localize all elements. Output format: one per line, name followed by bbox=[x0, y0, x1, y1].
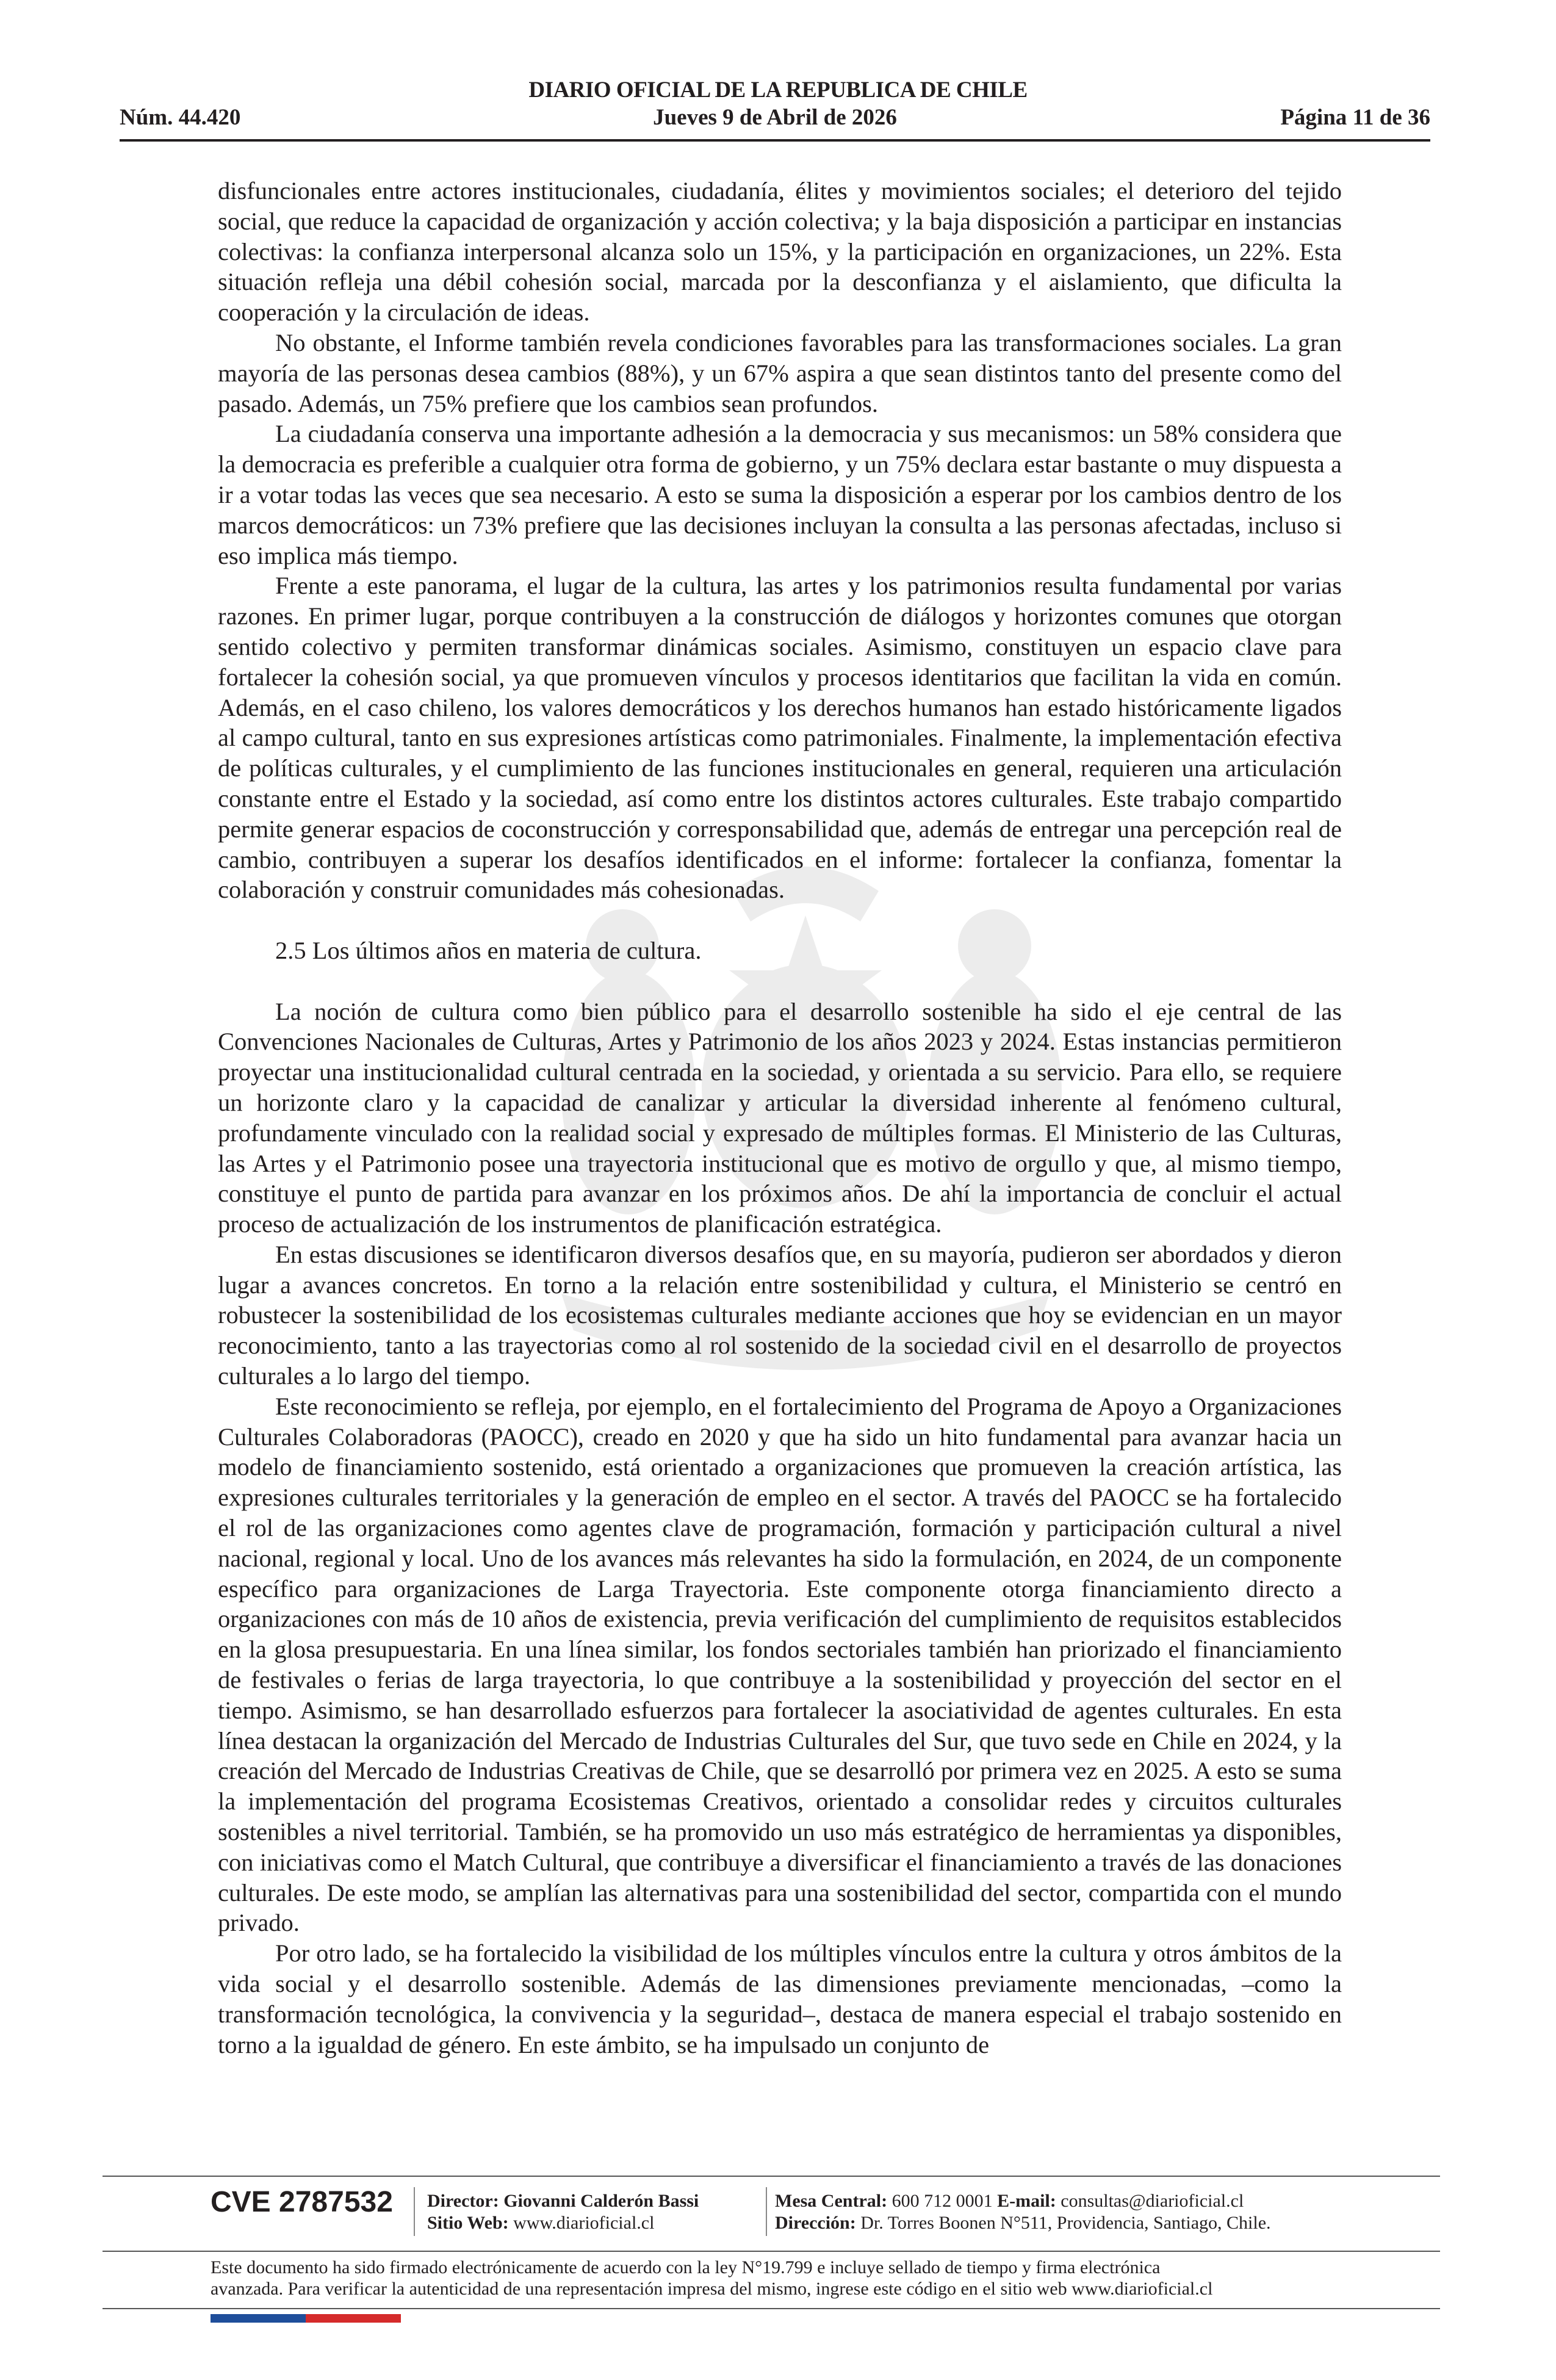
paragraph: En estas discusiones se identificaron diversos desafíos que, en su mayoría, pudieron ser abordados y dieron lugar a avances concretos. En torno a la relación entre sostenibilidad y cultura, el Ministerio se centró en robustecer la sostenibilidad de los ecosistemas culturales mediante acciones que hoy se evidencian en un mayor reconocimiento, tanto a las trayectorias como al rol sostenido de la sociedad civil en el desarrollo de proyectos culturales a lo largo del tiempo. bbox=[218, 1240, 1342, 1390]
spacer bbox=[218, 966, 1342, 997]
paragraph: No obstante, el Informe también revela condiciones favorables para las transformaciones sociales. La gran mayoría de las personas desea cambios (88%), y un 67% aspira a que sean distintos tanto del presente como del pasado. Además, un 75% prefiere que los cambios sean profundos. bbox=[218, 328, 1342, 417]
footer-separator bbox=[766, 2187, 767, 2236]
article-body bbox=[218, 176, 1342, 2060]
mesa-phone: 600 712 0001 bbox=[891, 2191, 993, 2211]
paragraph: Por otro lado, se ha fortalecido la visibilidad de los múltiples vínculos entre la cultura y otros ámbitos de la vida social y el desarrollo sostenible. Además de las dimensiones previamente mencionadas, –como la transformación tecnológica, la convivencia y la seguridad–, destaca de manera especial el trabajo sostenido en torno a la igualdad de género. En este ámbito, se ha impulsado un conjunto de bbox=[218, 1939, 1342, 2058]
site-link[interactable]: www.diarioficial.cl bbox=[513, 2213, 655, 2233]
flag-stripe-blue bbox=[211, 2314, 306, 2323]
email-link[interactable]: consultas@diarioficial.cl bbox=[1061, 2191, 1244, 2211]
page-number: Página 11 de 36 bbox=[1280, 105, 1430, 130]
mesa-label: Mesa Central: bbox=[775, 2191, 888, 2211]
paragraph: disfuncionales entre actores institucionales, ciudadanía, élites y movimientos sociales; el deterioro del tejido social, que reduce la capacidad de organización y acción colectiva; y la baja disposición a participar en instancias colectivas: la confianza interpersonal alcanza solo un 15%, y la participación en organizaciones, un 22%. Esta situación refleja una débil cohesión social, marcada por la desconfianza y el aislamiento, que dificulta la cooperación y la circulación de ideas. bbox=[218, 177, 1342, 326]
paragraph: Este reconocimiento se refleja, por ejemplo, en el fortalecimiento del Programa de Apoyo a Organizaciones Culturales Colaboradoras (PAOCC), creado en 2020 y que ha sido un hito fundamental para avanzar hacia un modelo de financiamiento sostenido, está orientado a organizaciones que promueven la creación artística, las expresiones culturales territoriales y la generación de empleo en el sector. A través del PAOCC se ha fortalecido el rol de las organizaciones como agentes clave de programación, formación y participación cultural a nivel nacional, regional y local. Uno de los avances más relevantes ha sido la formulación, en 2024, de un componente específico para organizaciones de Larga Trayectoria. Este componente otorga financiamiento directo a organizaciones con más de 10 años de existencia, previa verificación del cumplimiento de requisitos establecidos en la glosa presupuestaria. En una línea similar, los fondos sectoriales también han priorizado el financiamiento de festivales o ferias de larga trayectoria, lo que contribuye a la sostenibilidad y proyección del sector en el tiempo. Asimismo, se han desarrollado esfuerzos para fortalecer la asociatividad de agentes culturales. En esta línea destacan la organización del Mercado de Industrias Culturales del Sur, que tuvo sede en Chile en 2024, y la creación del Mercado de Industrias Creativas de Chile, que se desarrolló por primera vez en 2025. A esto se suma la implementación del programa Ecosistemas Creativos, orientado a consolidar redes y circuitos culturales sostenibles a nivel territorial. También, se ha promovido un uso más estratégico de herramientas ya disponibles, con iniciativas como el Match Cultural, que contribuye a diversificar el financiamiento a través de las donaciones culturales. De este modo, se amplían las alternativas para una sostenibilidad del sector, compartida con el mundo privado. bbox=[218, 1392, 1342, 1937]
footer-divider-middle bbox=[103, 2251, 1440, 2252]
spacer bbox=[218, 905, 1342, 936]
paragraph: La noción de cultura como bien público para el desarrollo sostenible ha sido el eje central de las Convenciones Nacionales de Culturas, Artes y Patrimonio de los años 2023 y 2024. Estas instancias permitieron proyectar una institucionalidad cultural centrada en la sociedad, y orientada a su servicio. Para ello, se requiere un horizonte claro y la capacidad de canalizar y articular la diversidad inherente al fenómeno cultural, profundamente vinculado con la realidad social y expresado de múltiples formas. El Ministerio de las Culturas, las Artes y el Patrimonio posee una trayectoria institucional que es motivo de orgullo y que, al mismo tiempo, constituye el punto de partida para avanzar en los próximos años. De ahí la importancia de concluir el actual proceso de actualización de los instrumentos de planificación estratégica. bbox=[218, 997, 1342, 1238]
footer-contact-block bbox=[775, 2190, 1271, 2234]
email-label: E-mail: bbox=[997, 2191, 1056, 2211]
footer-separator bbox=[414, 2187, 415, 2236]
director-label: Director: bbox=[427, 2191, 499, 2211]
header-divider bbox=[120, 139, 1430, 142]
address-label: Dirección: bbox=[775, 2213, 856, 2233]
header-row bbox=[120, 104, 1430, 134]
address-value: Dr. Torres Boonen N°511, Providencia, Santiago, Chile. bbox=[860, 2213, 1271, 2233]
cve-code: CVE 2787532 bbox=[211, 2186, 393, 2218]
footer-director-block bbox=[427, 2190, 699, 2234]
footer-divider-top bbox=[103, 2176, 1440, 2177]
flag-stripe-red bbox=[306, 2314, 401, 2323]
legal-notice bbox=[211, 2257, 1370, 2299]
issue-date: Jueves 9 de Abril de 2026 bbox=[653, 105, 897, 130]
legal-line: avanzada. Para verificar la autenticidad de una representación impresa del mismo, ingrese este código en el sitio web www.diarioficial.cl bbox=[211, 2279, 1213, 2299]
issue-number: Núm. 44.420 bbox=[120, 105, 241, 130]
legal-line: Este documento ha sido firmado electrónicamente de acuerdo con la ley N°19.799 e incluye sellado de tiempo y firma electrónica bbox=[211, 2257, 1161, 2277]
footer-divider-bottom bbox=[103, 2308, 1440, 2309]
section-heading: 2.5 Los últimos años en materia de cultura. bbox=[275, 936, 702, 964]
paragraph: Frente a este panorama, el lugar de la cultura, las artes y los patrimonios resulta fundamental por varias razones. En primer lugar, porque contribuyen a la construcción de diálogos y horizontes comunes que otorgan sentido colectivo y permiten transformar dinámicas sociales. Asimismo, constituyen un espacio clave para fortalecer la cohesión social, ya que promueven vínculos y procesos identitarios que facilitan la vida en común. Además, en el caso chileno, los valores democráticos y los derechos humanos han estado históricamente ligados al campo cultural, tanto en sus expresiones artísticas como patrimoniales. Finalmente, la implementación efectiva de políticas culturales, y el cumplimiento de las funciones institucionales en general, requieren una articulación constante entre el Estado y la sociedad, así como entre los distintos actores culturales. Este trabajo compartido permite generar espacios de coconstrucción y corresponsabilidad que, además de entregar una percepción real de cambio, contribuyen a superar los desafíos identificados en el informe: fortalecer la confianza, fomentar la colaboración y construir comunidades más cohesionadas. bbox=[218, 572, 1342, 904]
site-label: Sitio Web: bbox=[427, 2213, 509, 2233]
paragraph: La ciudadanía conserva una importante adhesión a la democracia y sus mecanismos: un 58% considera que la democracia es preferible a cualquier otra forma de gobierno, y un 75% declara estar bastante o muy dispuesta a ir a votar todas las veces que sea necesario. A esto se suma la disposición a esperar por los cambios dentro de los marcos democráticos: un 73% prefiere que las decisiones incluyan la consulta a las personas afectadas, incluso si eso implica más tiempo. bbox=[218, 420, 1342, 569]
newspaper-title: DIARIO OFICIAL DE LA REPUBLICA DE CHILE bbox=[528, 78, 1028, 103]
director-name: Giovanni Calderón Bassi bbox=[503, 2191, 699, 2211]
